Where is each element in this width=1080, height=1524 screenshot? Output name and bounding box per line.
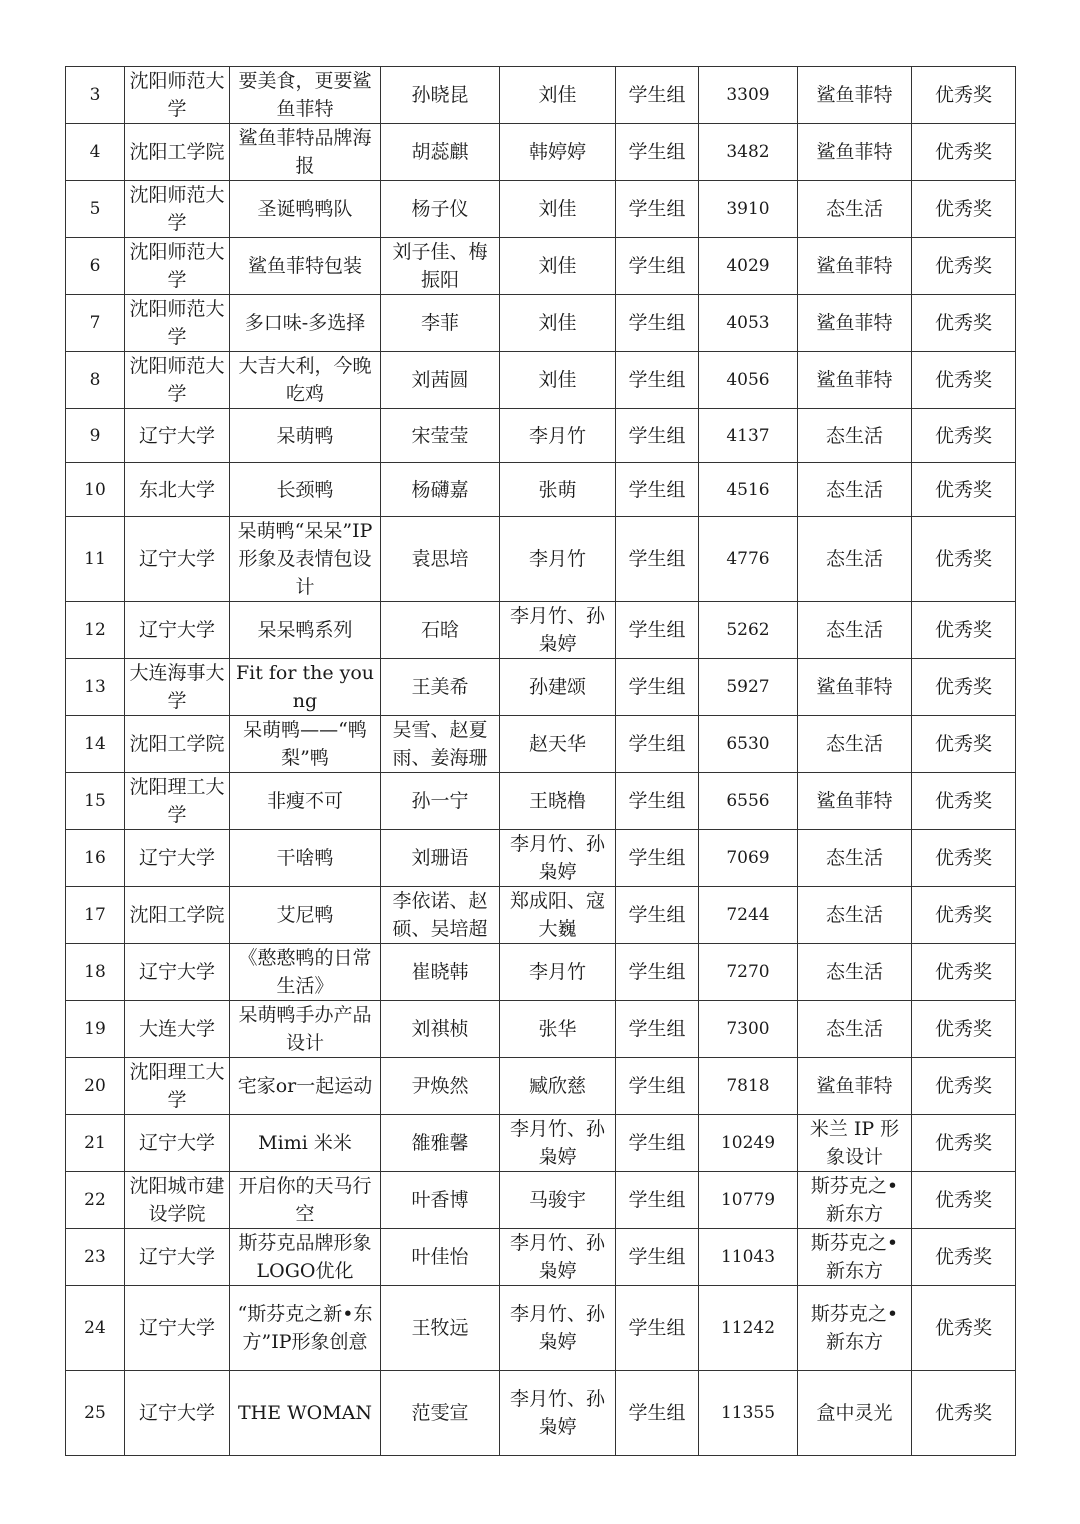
author-cell: 孙晓昆	[381, 67, 500, 124]
code-cell: 7300	[699, 1001, 798, 1058]
code-cell: 3910	[699, 181, 798, 238]
school-cell: 沈阳城市建设学院	[125, 1172, 230, 1229]
row-number: 14	[66, 716, 125, 773]
advisor-cell: 刘佳	[500, 67, 616, 124]
school-cell: 辽宁大学	[125, 409, 230, 463]
title-cell: 呆萌鸭“呆呆”IP形象及表情包设计	[230, 517, 381, 602]
author-cell: 王美希	[381, 659, 500, 716]
table-row	[66, 67, 1016, 124]
title-cell: 大吉大利，今晚吃鸡	[230, 352, 381, 409]
award-cell: 优秀奖	[912, 830, 1016, 887]
row-number: 22	[66, 1172, 125, 1229]
title-cell: 呆萌鸭	[230, 409, 381, 463]
category-cell: 态生活	[798, 830, 912, 887]
code-cell: 4029	[699, 238, 798, 295]
row-number: 16	[66, 830, 125, 887]
category-cell: 态生活	[798, 517, 912, 602]
advisor-cell: 李月竹、孙枭婷	[500, 1229, 616, 1286]
row-number: 20	[66, 1058, 125, 1115]
row-number: 23	[66, 1229, 125, 1286]
award-cell: 优秀奖	[912, 1172, 1016, 1229]
school-cell: 大连大学	[125, 1001, 230, 1058]
title-cell: Fit for the young	[230, 659, 381, 716]
row-number: 21	[66, 1115, 125, 1172]
table-row	[66, 716, 1016, 773]
code-cell: 3309	[699, 67, 798, 124]
advisor-cell: 赵天华	[500, 716, 616, 773]
row-number: 10	[66, 463, 125, 517]
author-cell: 叶香博	[381, 1172, 500, 1229]
group-cell: 学生组	[616, 463, 699, 517]
category-cell: 态生活	[798, 887, 912, 944]
table-row	[66, 517, 1016, 602]
school-cell: 辽宁大学	[125, 602, 230, 659]
category-cell: 鲨鱼菲特	[798, 352, 912, 409]
author-cell: 刘珊语	[381, 830, 500, 887]
row-number: 9	[66, 409, 125, 463]
award-cell: 优秀奖	[912, 517, 1016, 602]
category-cell: 态生活	[798, 602, 912, 659]
category-cell: 态生活	[798, 181, 912, 238]
group-cell: 学生组	[616, 67, 699, 124]
title-cell: “斯芬克之新•东方”IP形象创意	[230, 1286, 381, 1371]
author-cell: 李菲	[381, 295, 500, 352]
title-cell: 要美食，更要鲨鱼菲特	[230, 67, 381, 124]
school-cell: 辽宁大学	[125, 1229, 230, 1286]
category-cell: 态生活	[798, 716, 912, 773]
author-cell: 尹焕然	[381, 1058, 500, 1115]
row-number: 12	[66, 602, 125, 659]
award-cell: 优秀奖	[912, 887, 1016, 944]
category-cell: 态生活	[798, 409, 912, 463]
advisor-cell: 李月竹、孙枭婷	[500, 830, 616, 887]
award-cell: 优秀奖	[912, 463, 1016, 517]
row-number: 18	[66, 944, 125, 1001]
code-cell: 10249	[699, 1115, 798, 1172]
award-cell: 优秀奖	[912, 602, 1016, 659]
advisor-cell: 刘佳	[500, 238, 616, 295]
title-cell: 呆萌鸭手办产品设计	[230, 1001, 381, 1058]
table-row	[66, 659, 1016, 716]
table-row	[66, 1286, 1016, 1371]
author-cell: 李依诺、赵硕、吴培超	[381, 887, 500, 944]
title-cell: 宅家or一起运动	[230, 1058, 381, 1115]
category-cell: 鲨鱼菲特	[798, 238, 912, 295]
title-cell: 《憨憨鸭的日常生活》	[230, 944, 381, 1001]
code-cell: 11043	[699, 1229, 798, 1286]
advisor-cell: 刘佳	[500, 352, 616, 409]
code-cell: 4776	[699, 517, 798, 602]
advisor-cell: 张华	[500, 1001, 616, 1058]
code-cell: 11242	[699, 1286, 798, 1371]
table-row	[66, 830, 1016, 887]
table-row	[66, 1229, 1016, 1286]
code-cell: 10779	[699, 1172, 798, 1229]
award-cell: 优秀奖	[912, 1371, 1016, 1456]
row-number: 4	[66, 124, 125, 181]
school-cell: 沈阳师范大学	[125, 295, 230, 352]
category-cell: 鲨鱼菲特	[798, 659, 912, 716]
advisor-cell: 刘佳	[500, 295, 616, 352]
author-cell: 石晗	[381, 602, 500, 659]
title-cell: Mimi 米米	[230, 1115, 381, 1172]
title-cell: 开启你的天马行空	[230, 1172, 381, 1229]
title-cell: 呆萌鸭——“鸭梨”鸭	[230, 716, 381, 773]
table-row	[66, 1172, 1016, 1229]
author-cell: 宋莹莹	[381, 409, 500, 463]
title-cell: 非瘦不可	[230, 773, 381, 830]
award-cell: 优秀奖	[912, 352, 1016, 409]
author-cell: 孙一宁	[381, 773, 500, 830]
row-number: 13	[66, 659, 125, 716]
table-row	[66, 602, 1016, 659]
group-cell: 学生组	[616, 352, 699, 409]
category-cell: 鲨鱼菲特	[798, 773, 912, 830]
school-cell: 沈阳师范大学	[125, 67, 230, 124]
table-row	[66, 181, 1016, 238]
title-cell: 干啥鸭	[230, 830, 381, 887]
table-row	[66, 238, 1016, 295]
advisor-cell: 李月竹、孙枭婷	[500, 1115, 616, 1172]
group-cell: 学生组	[616, 1371, 699, 1456]
author-cell: 刘祺桢	[381, 1001, 500, 1058]
award-cell: 优秀奖	[912, 295, 1016, 352]
category-cell: 斯芬克之•新东方	[798, 1172, 912, 1229]
row-number: 11	[66, 517, 125, 602]
award-cell: 优秀奖	[912, 1286, 1016, 1371]
category-cell: 斯芬克之•新东方	[798, 1229, 912, 1286]
group-cell: 学生组	[616, 295, 699, 352]
school-cell: 沈阳理工大学	[125, 1058, 230, 1115]
award-cell: 优秀奖	[912, 124, 1016, 181]
row-number: 24	[66, 1286, 125, 1371]
code-cell: 4516	[699, 463, 798, 517]
group-cell: 学生组	[616, 944, 699, 1001]
group-cell: 学生组	[616, 716, 699, 773]
row-number: 7	[66, 295, 125, 352]
group-cell: 学生组	[616, 1229, 699, 1286]
code-cell: 3482	[699, 124, 798, 181]
title-cell: 鲨鱼菲特品牌海报	[230, 124, 381, 181]
advisor-cell: 李月竹	[500, 944, 616, 1001]
author-cell: 崔晓韩	[381, 944, 500, 1001]
award-cell: 优秀奖	[912, 409, 1016, 463]
title-cell: 斯芬克品牌形象LOGO优化	[230, 1229, 381, 1286]
code-cell: 5262	[699, 602, 798, 659]
advisor-cell: 李月竹	[500, 517, 616, 602]
school-cell: 沈阳工学院	[125, 124, 230, 181]
group-cell: 学生组	[616, 1115, 699, 1172]
category-cell: 鲨鱼菲特	[798, 295, 912, 352]
code-cell: 7270	[699, 944, 798, 1001]
table-row	[66, 124, 1016, 181]
table-row	[66, 352, 1016, 409]
author-cell: 吴雪、赵夏雨、姜海珊	[381, 716, 500, 773]
code-cell: 4137	[699, 409, 798, 463]
title-cell: 艾尼鸭	[230, 887, 381, 944]
category-cell: 态生活	[798, 463, 912, 517]
row-number: 15	[66, 773, 125, 830]
group-cell: 学生组	[616, 409, 699, 463]
group-cell: 学生组	[616, 830, 699, 887]
code-cell: 4053	[699, 295, 798, 352]
row-number: 8	[66, 352, 125, 409]
group-cell: 学生组	[616, 1058, 699, 1115]
code-cell: 7069	[699, 830, 798, 887]
code-cell: 7244	[699, 887, 798, 944]
school-cell: 沈阳师范大学	[125, 181, 230, 238]
code-cell: 11355	[699, 1371, 798, 1456]
award-cell: 优秀奖	[912, 67, 1016, 124]
row-number: 5	[66, 181, 125, 238]
table-row	[66, 944, 1016, 1001]
school-cell: 沈阳工学院	[125, 716, 230, 773]
author-cell: 叶佳怡	[381, 1229, 500, 1286]
advisor-cell: 李月竹、孙枭婷	[500, 602, 616, 659]
school-cell: 沈阳工学院	[125, 887, 230, 944]
advisor-cell: 孙建颂	[500, 659, 616, 716]
school-cell: 辽宁大学	[125, 1115, 230, 1172]
category-cell: 鲨鱼菲特	[798, 124, 912, 181]
group-cell: 学生组	[616, 1286, 699, 1371]
author-cell: 杨礴嘉	[381, 463, 500, 517]
table-body	[66, 67, 1016, 1456]
group-cell: 学生组	[616, 659, 699, 716]
table-row	[66, 1371, 1016, 1456]
award-cell: 优秀奖	[912, 1115, 1016, 1172]
category-cell: 鲨鱼菲特	[798, 1058, 912, 1115]
row-number: 19	[66, 1001, 125, 1058]
author-cell: 刘子佳、梅振阳	[381, 238, 500, 295]
school-cell: 大连海事大学	[125, 659, 230, 716]
award-cell: 优秀奖	[912, 773, 1016, 830]
author-cell: 袁思培	[381, 517, 500, 602]
award-cell: 优秀奖	[912, 1001, 1016, 1058]
group-cell: 学生组	[616, 124, 699, 181]
award-cell: 优秀奖	[912, 716, 1016, 773]
group-cell: 学生组	[616, 773, 699, 830]
award-cell: 优秀奖	[912, 659, 1016, 716]
school-cell: 沈阳师范大学	[125, 238, 230, 295]
title-cell: THE WOMAN	[230, 1371, 381, 1456]
school-cell: 辽宁大学	[125, 944, 230, 1001]
group-cell: 学生组	[616, 181, 699, 238]
author-cell: 雒雅馨	[381, 1115, 500, 1172]
advisor-cell: 李月竹	[500, 409, 616, 463]
table-row	[66, 409, 1016, 463]
group-cell: 学生组	[616, 238, 699, 295]
school-cell: 辽宁大学	[125, 830, 230, 887]
group-cell: 学生组	[616, 1172, 699, 1229]
school-cell: 沈阳理工大学	[125, 773, 230, 830]
author-cell: 杨子仪	[381, 181, 500, 238]
table-row	[66, 295, 1016, 352]
award-cell: 优秀奖	[912, 1229, 1016, 1286]
title-cell: 呆呆鸭系列	[230, 602, 381, 659]
row-number: 3	[66, 67, 125, 124]
group-cell: 学生组	[616, 517, 699, 602]
group-cell: 学生组	[616, 887, 699, 944]
author-cell: 胡蕊麒	[381, 124, 500, 181]
award-cell: 优秀奖	[912, 944, 1016, 1001]
row-number: 17	[66, 887, 125, 944]
title-cell: 圣诞鸭鸭队	[230, 181, 381, 238]
advisor-cell: 李月竹、孙枭婷	[500, 1371, 616, 1456]
category-cell: 态生活	[798, 1001, 912, 1058]
advisor-cell: 张萌	[500, 463, 616, 517]
award-cell: 优秀奖	[912, 181, 1016, 238]
category-cell: 米兰 IP 形象设计	[798, 1115, 912, 1172]
table-row	[66, 1115, 1016, 1172]
title-cell: 多口味-多选择	[230, 295, 381, 352]
code-cell: 4056	[699, 352, 798, 409]
table-row	[66, 887, 1016, 944]
category-cell: 鲨鱼菲特	[798, 67, 912, 124]
row-number: 25	[66, 1371, 125, 1456]
award-cell: 优秀奖	[912, 238, 1016, 295]
advisor-cell: 王晓橹	[500, 773, 616, 830]
advisor-cell: 马骏宇	[500, 1172, 616, 1229]
group-cell: 学生组	[616, 602, 699, 659]
table-row	[66, 1058, 1016, 1115]
title-cell: 长颈鸭	[230, 463, 381, 517]
group-cell: 学生组	[616, 1001, 699, 1058]
code-cell: 6556	[699, 773, 798, 830]
advisor-cell: 臧欣慈	[500, 1058, 616, 1115]
category-cell: 态生活	[798, 944, 912, 1001]
advisor-cell: 韩婷婷	[500, 124, 616, 181]
school-cell: 辽宁大学	[125, 517, 230, 602]
advisor-cell: 李月竹、孙枭婷	[500, 1286, 616, 1371]
table-row	[66, 463, 1016, 517]
category-cell: 斯芬克之•新东方	[798, 1286, 912, 1371]
code-cell: 7818	[699, 1058, 798, 1115]
category-cell: 盒中灵光	[798, 1371, 912, 1456]
table-row	[66, 773, 1016, 830]
author-cell: 刘茜圆	[381, 352, 500, 409]
school-cell: 辽宁大学	[125, 1286, 230, 1371]
code-cell: 5927	[699, 659, 798, 716]
school-cell: 沈阳师范大学	[125, 352, 230, 409]
school-cell: 辽宁大学	[125, 1371, 230, 1456]
row-number: 6	[66, 238, 125, 295]
award-cell: 优秀奖	[912, 1058, 1016, 1115]
school-cell: 东北大学	[125, 463, 230, 517]
title-cell: 鲨鱼菲特包装	[230, 238, 381, 295]
advisor-cell: 郑成阳、寇大巍	[500, 887, 616, 944]
code-cell: 6530	[699, 716, 798, 773]
advisor-cell: 刘佳	[500, 181, 616, 238]
awards-table	[65, 66, 1016, 1456]
author-cell: 王牧远	[381, 1286, 500, 1371]
table-row	[66, 1001, 1016, 1058]
author-cell: 范雯宣	[381, 1371, 500, 1456]
